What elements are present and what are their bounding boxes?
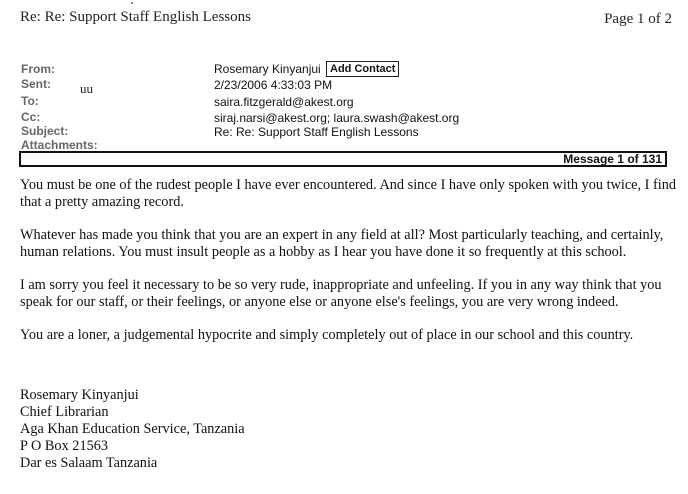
add-contact-button[interactable]: Add Contact [326, 61, 399, 77]
sent-value: 2/23/2006 4:33:03 PM [214, 78, 333, 92]
signature-name: Rosemary Kinyanjui [20, 387, 139, 403]
sent-label: Sent: [21, 77, 51, 91]
cc-label: Cc: [21, 110, 41, 124]
body-paragraph: I am sorry you feel it necessary to be so very rude, inappropriate and unfeeling. If you in any way think that you speak for our staff, or their feelings, or anyone else or anyone else's feelings, you are very wrong indeed. [20, 277, 662, 310]
handwritten-mark: uu [80, 81, 93, 96]
subject-value: Re: Re: Support Staff English Lessons [214, 125, 419, 139]
page-number: Page 1 of 2 [604, 11, 672, 27]
message-bar [19, 151, 667, 167]
scan-speck [131, 2, 133, 4]
to-value: saira.fitzgerald@akest.org [214, 95, 354, 109]
signature-city: Dar es Salaam Tanzania [20, 455, 158, 471]
signature [20, 387, 245, 472]
signature-po-box: P O Box 21563 [20, 438, 109, 454]
body-paragraph: You are a loner, a judgemental hypocrite and simply completely out of place in our school and this country. [20, 327, 634, 343]
cc-value: siraj.narsi@akest.org; laura.swash@akest.org [214, 111, 460, 125]
subject-label: Subject: [21, 124, 69, 138]
signature-title: Chief Librarian [20, 404, 109, 420]
signature-organization: Aga Khan Education Service, Tanzania [20, 421, 245, 437]
body-paragraph: Whatever has made you think that you are an expert in any field at all? Most particularly teaching, and certainly, human relations. You must insult people as a hobby as I hear you have done it so frequently at this school. [20, 227, 664, 260]
from-label: From: [21, 62, 55, 76]
attachments-label: Attachments: [21, 138, 98, 152]
message-counter: Message 1 of 131 [563, 152, 662, 166]
from-value: Rosemary Kinyanjui [214, 62, 321, 76]
to-label: To: [21, 94, 39, 108]
body-paragraph: You must be one of the rudest people I have ever encountered. And since I have only spoken with you twice, I find that a pretty amazing record. [20, 177, 677, 210]
message-body [20, 177, 680, 360]
print-title: Re: Re: Support Staff English Lessons [20, 9, 251, 25]
